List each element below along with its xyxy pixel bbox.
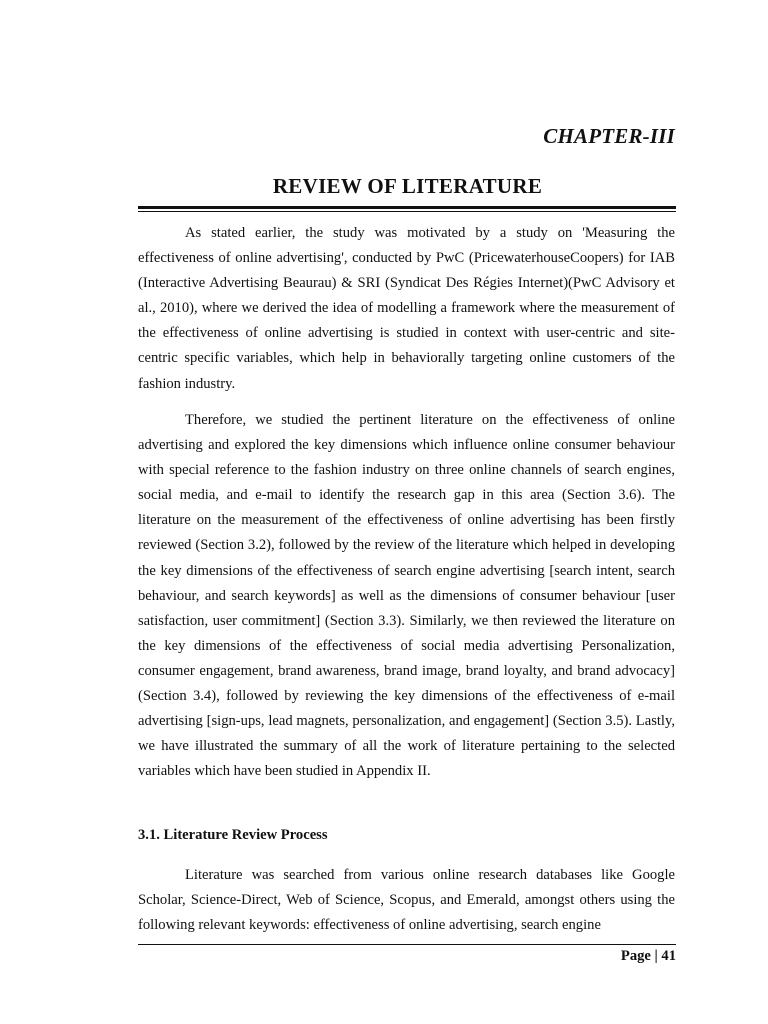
paragraph-3: Literature was searched from various online research databases like Google Scholar, Science-Direct, Web of Science, Scopus, and Emerald, amongst others using the following relevant keywords: effectiveness of online advertising, search engine xyxy=(138,867,675,934)
title-rule-thin xyxy=(138,211,676,212)
paragraph-1: As stated earlier, the study was motivated by a study on 'Measuring the effectiveness of online advertising', conducted by PwC (PricewaterhouseCoopers) for IAB (Interactive Advertising Beaurau) & SRI (Syndicat Des Régies Internet)(PwC Advisory et al., 2010), where we derived the idea of modelling a framework where the measurement of the effectiveness of online advertising is studied in context with user-centric and site-centric specific variables, which help in behaviorally targeting online customers of the fashion industry. xyxy=(138,225,675,392)
footer-rule xyxy=(138,944,676,945)
chapter-label: CHAPTER-III xyxy=(543,124,675,148)
paragraph-2: Therefore, we studied the pertinent literature on the effectiveness of online advertising and explored the key dimensions which influence online consumer behaviour with special reference to the fashion industry on three online channels of search engines, social media, and e-mail to identify the research gap in this area (Section 3.6). The literature on the measurement of the effectiveness of online advertising has been firstly reviewed (Section 3.2), followed by the review of the literature which helped in developing the key dimensions of the effectiveness of search engine advertising [search intent, search behaviour, and search keywords] as well as the dimensions of consumer behaviour [user satisfaction, user commitment] (Section 3.3). Similarly, we then reviewed the literature on the key dimensions of the effectiveness of social media advertising Personalization, consumer engagement, brand awareness, brand image, brand loyalty, and brand advocacy] (Section 3.4), followed by reviewing the key dimensions of the effectiveness of e-mail advertising [sign-ups, lead magnets, personalization, and engagement] (Section 3.5). Lastly, we have illustrated the summary of all the work of literature pertaining to the selected variables which have been studied in Appendix II. xyxy=(138,412,675,780)
section-heading: 3.1. Literature Review Process xyxy=(138,827,328,843)
page-number: Page | 41 xyxy=(620,948,676,964)
title-rule-thick xyxy=(138,206,676,209)
page-title: REVIEW OF LITERATURE xyxy=(272,174,543,198)
